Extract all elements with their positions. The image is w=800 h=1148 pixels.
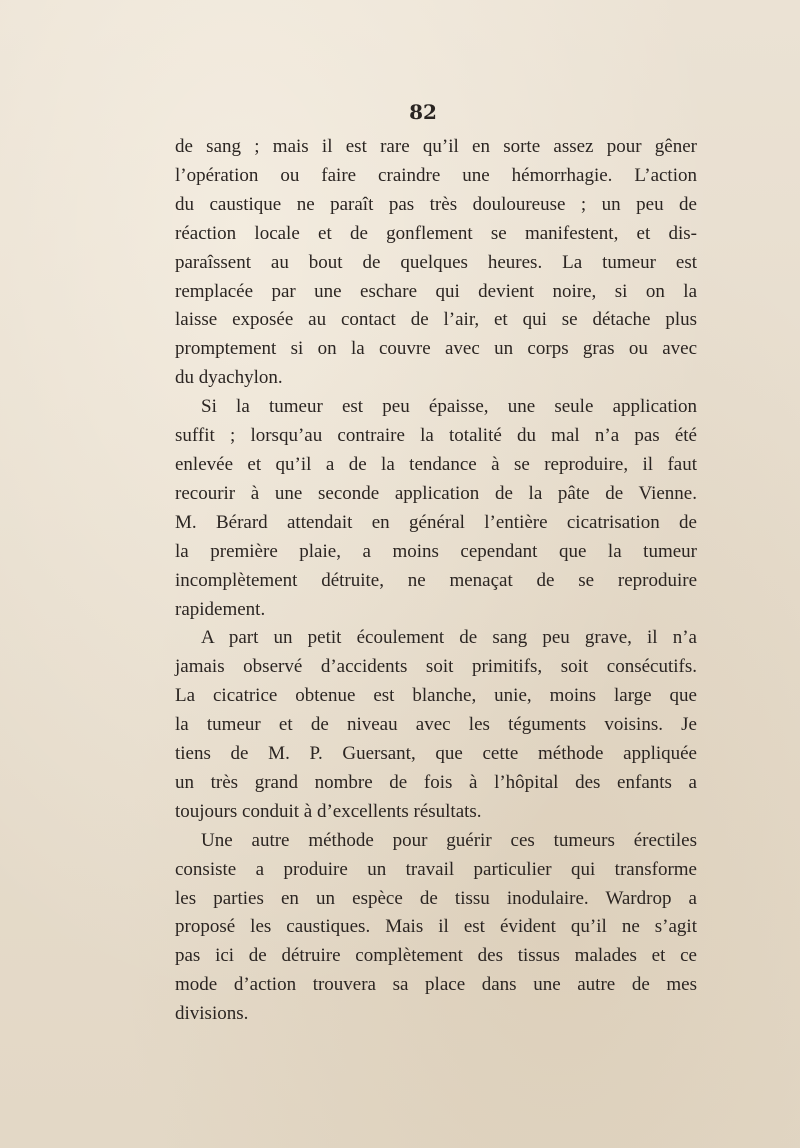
text-line: l’opération ou faire craindre une hémorrhagie. L’action <box>175 164 697 186</box>
text-line: recourir à une seconde application de la pâte de Vienne. <box>175 482 697 504</box>
body-text <box>175 133 697 1029</box>
text-line: les parties en un espèce de tissu inodulaire. Wardrop a <box>175 887 697 909</box>
text-line: Si la tumeur est peu épaisse, une seule application <box>201 396 697 418</box>
text-line: A part un petit écoulement de sang peu grave, il n’a <box>201 627 697 649</box>
text-line: du dyachylon. <box>175 367 283 389</box>
text-line: La cicatrice obtenue est blanche, unie, moins large que <box>175 685 697 707</box>
text-line: pas ici de détruire complètement des tissus malades et ce <box>175 945 697 967</box>
text-line: remplacée par une eschare qui devient noire, si on la <box>175 280 697 302</box>
text-line: réaction locale et de gonflement se manifestent, et dis- <box>175 222 697 244</box>
text-line: laisse exposée au contact de l’air, et qui se détache plus <box>175 309 697 331</box>
text-line: paraîssent au bout de quelques heures. La tumeur est <box>175 251 697 273</box>
text-line: enlevée et qu’il a de la tendance à se reproduire, il faut <box>175 453 697 475</box>
text-line: promptement si on la couvre avec un corps gras ou avec <box>175 338 697 360</box>
text-line: la tumeur et de niveau avec les téguments voisins. Je <box>175 714 697 736</box>
text-line: Une autre méthode pour guérir ces tumeurs érectiles <box>201 829 697 851</box>
text-line: toujours conduit à d’excellents résultats. <box>175 800 482 822</box>
text-line: un très grand nombre de fois à l’hôpital des enfants a <box>175 771 697 793</box>
text-line: la première plaie, a moins cependant que la tumeur <box>175 540 697 562</box>
text-line: jamais observé d’accidents soit primitifs, soit consécutifs. <box>175 656 697 678</box>
text-line: mode d’action trouvera sa place dans une autre de mes <box>175 974 697 996</box>
text-line: suffit ; lorsqu’au contraire la totalité du mal n’a pas été <box>175 425 697 447</box>
text-line: M. Bérard attendait en général l’entière cicatrisation de <box>175 511 697 533</box>
text-line: rapidement. <box>175 598 266 620</box>
text-line: incomplètement détruite, ne menaçat de se reproduire <box>175 569 697 591</box>
text-line: tiens de M. P. Guersant, que cette méthode appliquée <box>175 743 697 765</box>
text-line: du caustique ne paraît pas très douloureuse ; un peu de <box>175 193 697 215</box>
text-line: consiste a produire un travail particulier qui transforme <box>175 858 697 880</box>
text-line: de sang ; mais il est rare qu’il en sorte assez pour gêner <box>175 136 697 157</box>
text-line: proposé les caustiques. Mais il est évident qu’il ne s’agit <box>175 916 697 938</box>
text-line: divisions. <box>175 1003 249 1025</box>
page-number: 82 <box>409 100 437 124</box>
